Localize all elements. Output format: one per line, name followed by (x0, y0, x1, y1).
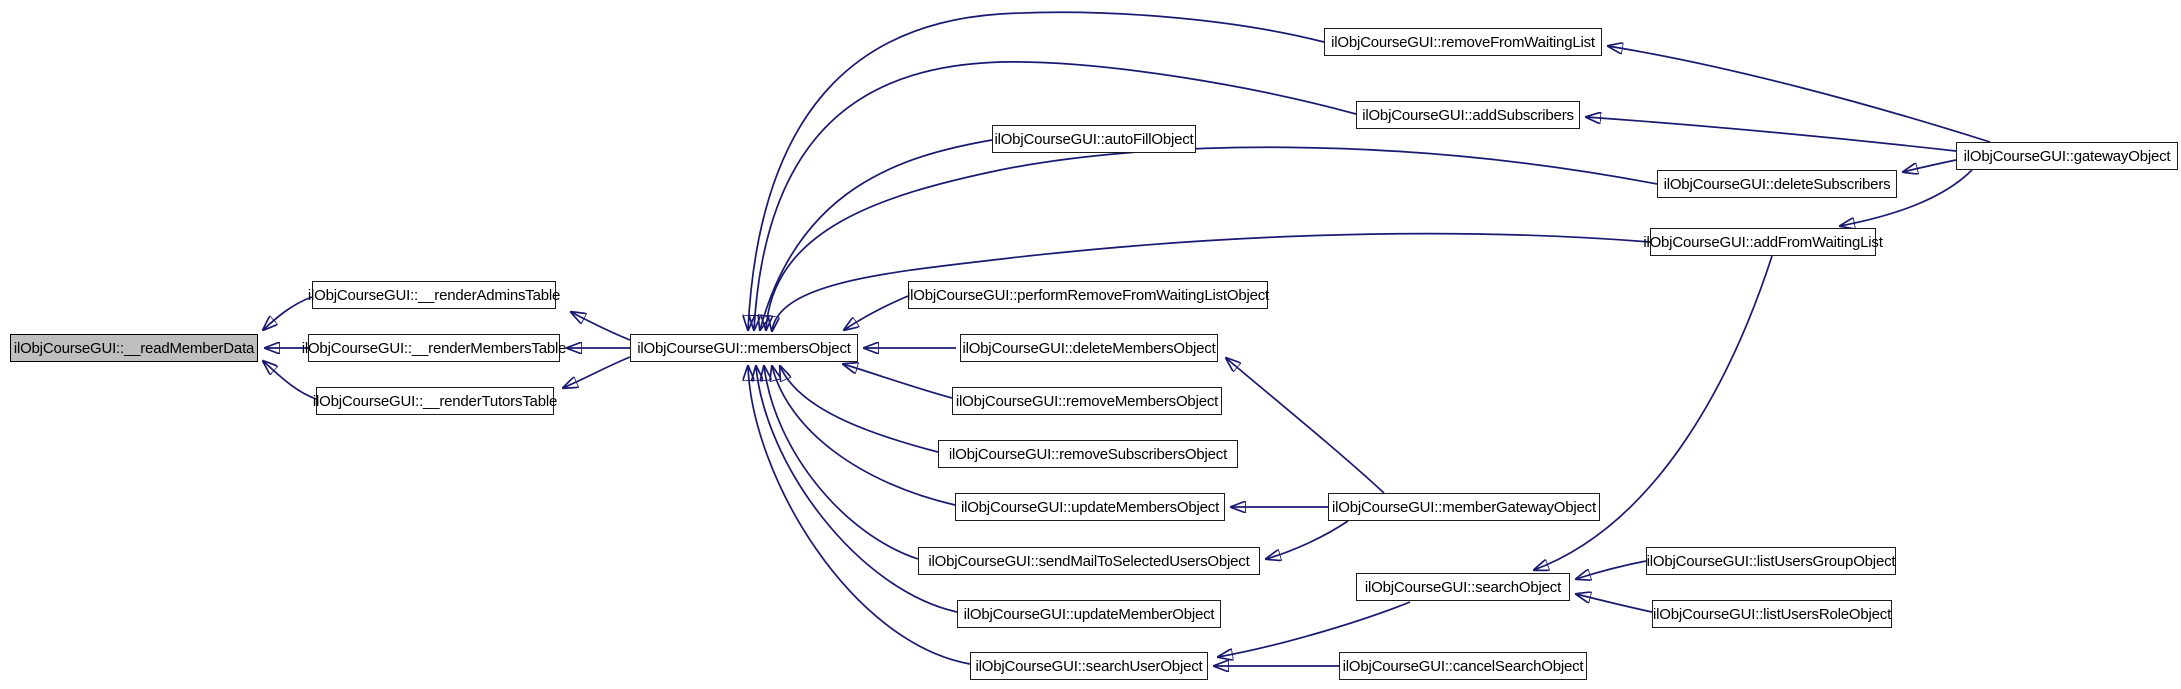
node-listUsersRoleObject[interactable]: ilObjCourseGUI::listUsersRoleObject (1652, 600, 1892, 628)
node-sendMailToSelectedUsersObject[interactable]: ilObjCourseGUI::sendMailToSelectedUsersObject (918, 547, 1260, 575)
node-searchObject[interactable]: ilObjCourseGUI::searchObject (1356, 573, 1570, 601)
edge-searchObject-to-searchUserObject (1218, 602, 1410, 657)
node-removeSubscribersObject[interactable]: ilObjCourseGUI::removeSubscribersObject (938, 440, 1238, 468)
edge-performRemoveFromWaitingListObject-to-membersObject (844, 296, 908, 330)
node-performRemoveFromWaitingListObject[interactable]: ilObjCourseGUI::performRemoveFromWaitingListObject (908, 281, 1268, 309)
node-gatewayObject[interactable]: ilObjCourseGUI::gatewayObject (1956, 142, 2178, 170)
node-addSubscribers[interactable]: ilObjCourseGUI::addSubscribers (1356, 101, 1580, 129)
edge-addFromWaitingList-to-searchObject (1534, 256, 1772, 570)
node-removeMembersObject[interactable]: ilObjCourseGUI::removeMembersObject (952, 387, 1222, 415)
edge-listUsersGroupObject-to-searchObject (1576, 561, 1646, 579)
edge-updateMemberObject-to-membersObject (756, 366, 957, 612)
node-cancelSearchObject[interactable]: ilObjCourseGUI::cancelSearchObject (1339, 652, 1587, 680)
node-updateMemberObject[interactable]: ilObjCourseGUI::updateMemberObject (957, 600, 1221, 628)
node-addFromWaitingList[interactable]: ilObjCourseGUI::addFromWaitingList (1650, 228, 1876, 256)
edge-removeMembersObject-to-membersObject (843, 364, 952, 398)
edge-gatewayObject-to-addSubscribers (1586, 117, 1956, 151)
edge-removeSubscribersObject-to-membersObject (780, 366, 938, 452)
edge-listUsersRoleObject-to-searchObject (1576, 594, 1652, 612)
node-searchUserObject[interactable]: ilObjCourseGUI::searchUserObject (970, 652, 1208, 680)
edge-renderAdminsTable-to-readMemberData (263, 297, 312, 330)
edge-renderTutorsTable-to-readMemberData (263, 361, 316, 399)
edge-membersObject-to-renderTutorsTable (563, 357, 630, 388)
edge-gatewayObject-to-removeFromWaitingList (1608, 46, 1990, 142)
node-deleteSubscribers[interactable]: ilObjCourseGUI::deleteSubscribers (1657, 170, 1897, 198)
node-renderMembersTable[interactable]: ilObjCourseGUI::__renderMembersTable (308, 334, 560, 362)
node-membersObject[interactable]: ilObjCourseGUI::membersObject (630, 334, 858, 362)
edge-memberGatewayObject-to-sendMailToSelectedUsersObject (1266, 521, 1348, 559)
node-memberGatewayObject[interactable]: ilObjCourseGUI::memberGatewayObject (1328, 493, 1600, 521)
edge-searchUserObject-to-membersObject (748, 366, 970, 664)
node-renderAdminsTable[interactable]: ilObjCourseGUI::__renderAdminsTable (312, 281, 556, 309)
node-listUsersGroupObject[interactable]: ilObjCourseGUI::listUsersGroupObject (1646, 547, 1896, 575)
edge-gatewayObject-to-deleteSubscribers (1903, 160, 1956, 172)
node-updateMembersObject[interactable]: ilObjCourseGUI::updateMembersObject (955, 493, 1225, 521)
node-deleteMembersObject[interactable]: ilObjCourseGUI::deleteMembersObject (960, 334, 1218, 362)
node-autoFillObject[interactable]: ilObjCourseGUI::autoFillObject (992, 125, 1196, 153)
node-removeFromWaitingList[interactable]: ilObjCourseGUI::removeFromWaitingList (1324, 28, 1602, 56)
edge-memberGatewayObject-to-deleteMembersObject (1226, 358, 1384, 493)
edge-membersObject-to-renderAdminsTable (571, 312, 630, 340)
node-readMemberData[interactable]: ilObjCourseGUI::__readMemberData (10, 334, 258, 362)
node-renderTutorsTable[interactable]: ilObjCourseGUI::__renderTutorsTable (316, 387, 554, 415)
